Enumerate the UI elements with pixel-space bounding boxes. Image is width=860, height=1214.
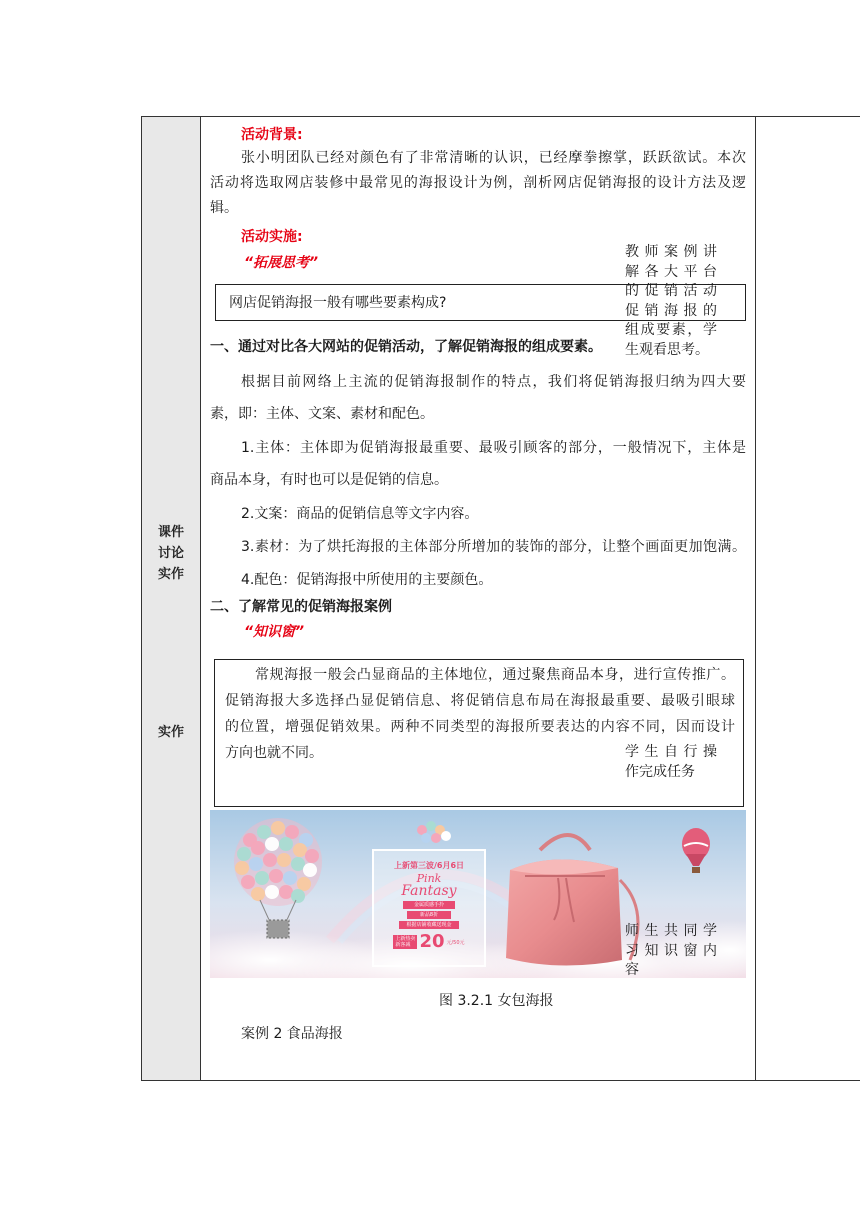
banner-btn1: 金属质感手拎 — [403, 901, 455, 909]
label-line: 实作 — [157, 567, 184, 582]
implementation-heading: 活动实施: — [241, 229, 303, 245]
section2-heading: 二、了解常见的促销海报案例 — [210, 599, 392, 615]
knowledge-line: 的位置，增强促销效果。两种不同类型的海报所要表达的内容不同，因而设计 — [225, 719, 735, 735]
note-line: 师生共同学 — [625, 923, 717, 939]
background-line: 辑。 — [210, 200, 238, 216]
note-line: 习知识窗内 — [625, 942, 717, 959]
note-line: 生观看思考。 — [625, 341, 709, 358]
knowledge-line: 方向也就不同。 — [225, 745, 323, 761]
banner-line1: 上新第三波/6月6日 — [393, 861, 465, 870]
banner-price: 20 — [419, 931, 445, 952]
knowledge-line: 常规海报一般会凸显商品的主体地位，通过聚焦商品本身，进行宣传推广。 — [255, 667, 735, 683]
label-line: 讨论 — [157, 546, 184, 561]
right-column — [755, 117, 860, 1080]
background-line: 活动将选取网店装修中最常见的海报设计为例，剖析网店促销海报的设计方法及逻 — [210, 175, 746, 191]
note-line: 的促销活动 — [625, 283, 717, 299]
question-text: 网店促销海报一般有哪些要素构成? — [229, 295, 447, 311]
banner-line2: Pink — [416, 872, 442, 885]
note-line: 促销海报的 — [625, 302, 717, 319]
note-line: 解各大平台 — [625, 263, 717, 280]
item4: 4.配色：促销海报中所使用的主要颜色。 — [241, 572, 493, 588]
expand-thinking-title: “拓展思考” — [244, 255, 319, 271]
item3: 3.素材：为了烘托海报的主体部分所增加的装饰的部分，让整个画面更加饱满。 — [241, 539, 746, 555]
figure-caption: 图 3.2.1 女包海报 — [439, 993, 554, 1009]
student-note — [625, 743, 717, 782]
banner-btn3: 根据店铺收藏送现金 — [399, 921, 459, 929]
banner-price-prefix: 上新热卖 — [395, 936, 416, 942]
banner-price-unit: 元/50元 — [446, 939, 465, 946]
banner-price-tag — [393, 935, 417, 949]
para1-line: 根据目前网络上主流的促销海报制作的特点，我们将促销海报归纳为四大要 — [241, 374, 746, 390]
note-line: 容 — [625, 962, 639, 978]
note-line: 组成要素，学 — [625, 322, 717, 338]
section1-heading: 一、通过对比各大网站的促销活动，了解促销海报的组成要素。 — [210, 339, 602, 355]
banner-btn2: 新品8折 — [407, 911, 451, 919]
banner-price-prefix2: 新客减 — [395, 942, 411, 948]
background-heading: 活动背景: — [241, 127, 303, 143]
label-courseware-discussion — [142, 522, 200, 585]
teacher-note — [625, 243, 717, 360]
label-line: 课件 — [157, 525, 184, 540]
note-line: 学生自行操 — [625, 744, 717, 760]
knowledge-window-title: “知识窗” — [244, 624, 305, 640]
para1-line: 素，即：主体、文案、素材和配色。 — [210, 406, 434, 422]
note-line: 教师案例讲 — [625, 244, 717, 260]
banner-price-row — [381, 933, 477, 951]
item2: 2.文案：商品的促销信息等文字内容。 — [241, 506, 479, 522]
label-practice: 实作 — [157, 725, 184, 740]
knowledge-line: 促销海报大多选择凸显促销信息、将促销信息布局在海报最重要、最吸引眼球 — [225, 693, 735, 709]
background-line: 张小明团队已经对颜色有了非常清晰的认识，已经摩拳擦掌，跃跃欲试。本次 — [241, 150, 746, 166]
banner-text-group — [381, 860, 477, 951]
shared-note — [625, 922, 717, 981]
item1-line: 商品本身，有时也可以是促销的信息。 — [210, 472, 448, 488]
banner-line3: Fantasy — [401, 883, 457, 899]
left-column — [141, 117, 201, 1080]
case2-label: 案例 2 食品海报 — [241, 1026, 343, 1042]
item1-line: 1.主体：主体即为促销海报最重要、最吸引顾客的部分，一般情况下，主体是 — [241, 440, 746, 456]
knowledge-box — [214, 659, 744, 807]
note-line: 作完成任务 — [625, 763, 695, 780]
